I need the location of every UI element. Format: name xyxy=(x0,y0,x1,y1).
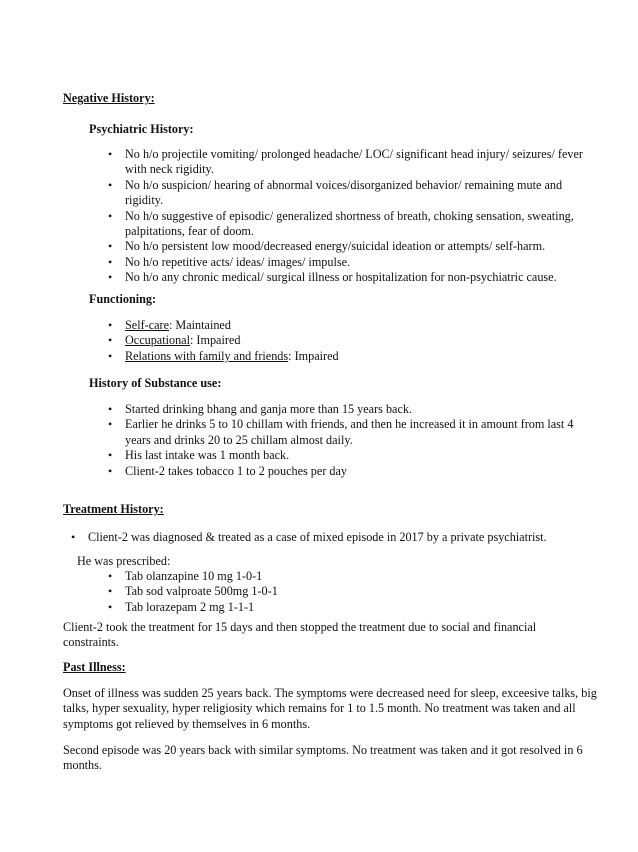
list-item xyxy=(108,348,600,364)
past-illness-paragraph-2: Second episode was 20 years back with similar symptoms. No treatment was taken and it got resolved in 6 months. xyxy=(63,743,583,773)
prescription-list xyxy=(108,569,595,615)
list-item-text: Started drinking bhang and ganja more than 15 years back. xyxy=(125,402,412,416)
list-item xyxy=(108,177,600,209)
treatment-history-heading: Treatment History: xyxy=(63,502,164,516)
list-item-text: Client-2 was diagnosed & treated as a case of mixed episode in 2017 by a private psychiatrist. xyxy=(88,530,547,544)
functioning-list xyxy=(108,318,600,364)
list-item-text: No h/o suspicion/ hearing of abnormal voices/disorganized behavior/ remaining mute and rigidity. xyxy=(125,177,563,208)
list-item xyxy=(108,270,600,285)
list-item xyxy=(108,417,600,448)
bullet-icon: • xyxy=(108,402,113,416)
list-item-text: Tab olanzapine 10 mg 1-0-1 xyxy=(125,569,263,583)
functioning-value: : Impaired xyxy=(189,333,241,348)
functioning-label: Self-care xyxy=(125,318,169,332)
psychiatric-history-list xyxy=(108,147,600,286)
list-item-text: Client-2 takes tobacco 1 to 2 pouches per day xyxy=(125,463,348,478)
bullet-icon: • xyxy=(108,599,113,614)
bullet-icon: • xyxy=(108,569,113,583)
bullet-icon: • xyxy=(108,177,113,192)
list-item-text: Tab lorazepam 2 mg 1-1-1 xyxy=(125,599,255,614)
substance-use-list xyxy=(108,402,600,479)
bullet-icon: • xyxy=(108,417,113,432)
bullet-icon: • xyxy=(108,147,113,161)
bullet-icon: • xyxy=(108,348,113,363)
prescribed-intro: He was prescribed: xyxy=(77,554,171,568)
bullet-icon: • xyxy=(108,239,113,254)
list-item xyxy=(108,448,600,463)
functioning-value: : Impaired xyxy=(288,348,339,363)
functioning-label: Relations with family and friends xyxy=(125,348,289,363)
list-item xyxy=(108,569,595,584)
list-item xyxy=(108,402,600,417)
bullet-icon: • xyxy=(108,208,113,223)
list-item xyxy=(108,584,595,599)
functioning-subheading: Functioning: xyxy=(89,292,157,306)
list-item xyxy=(108,208,600,240)
psychiatric-history-subheading: Psychiatric History: xyxy=(89,122,194,136)
list-item-text: His last intake was 1 month back. xyxy=(125,448,290,463)
past-illness-heading: Past Illness: xyxy=(63,660,126,674)
list-item-text: No h/o repetitive acts/ ideas/ images/ impulse. xyxy=(125,254,351,269)
list-item-text: No h/o suggestive of episodic/ generalized shortness of breath, choking sensation, sweating, palpitations, fear of doom. xyxy=(125,208,574,239)
list-item xyxy=(108,147,600,178)
bullet-icon: • xyxy=(108,318,113,332)
functioning-value: : Maintained xyxy=(168,318,231,332)
bullet-icon: • xyxy=(108,254,113,269)
list-item-text: Earlier he drinks 5 to 10 chillam with friends, and then he increased it in amount from last 4 years and drinks 20 to 25 chillam almost daily. xyxy=(125,417,574,447)
list-item xyxy=(108,333,600,348)
treatment-diagnosis-list xyxy=(71,530,608,545)
negative-history-heading: Negative History: xyxy=(63,91,155,105)
list-item xyxy=(108,254,600,270)
bullet-icon: • xyxy=(108,333,113,348)
bullet-icon: • xyxy=(71,530,76,544)
bullet-icon: • xyxy=(108,584,113,599)
past-illness-paragraph-1: Onset of illness was sudden 25 years back. The symptoms were decreased need for sleep, exceesive talks, big talks, hyper sexuality, hyper religiosity which remains for 1 to 1.5 month. No treatment was taken and all symptoms got relieved by themselves in 6 months. xyxy=(63,686,597,731)
list-item xyxy=(71,530,608,545)
list-item-text: No h/o persistent low mood/decreased energy/suicidal ideation or attempts/ self-harm. xyxy=(125,239,546,254)
treatment-outcome-paragraph: Client-2 took the treatment for 15 days and then stopped the treatment due to social and financial constraints. xyxy=(63,620,537,650)
list-item-text: Tab sod valproate 500mg 1-0-1 xyxy=(125,584,278,599)
functioning-label: Occupational xyxy=(125,333,190,348)
list-item xyxy=(108,463,600,479)
list-item xyxy=(108,599,595,615)
bullet-icon: • xyxy=(108,270,113,285)
list-item-text: No h/o projectile vomiting/ prolonged headache/ LOC/ significant head injury/ seizures/ fever with neck rigidity. xyxy=(125,147,583,177)
list-item xyxy=(108,318,600,333)
bullet-icon: • xyxy=(108,463,113,478)
list-item xyxy=(108,239,600,254)
substance-use-subheading: History of Substance use: xyxy=(89,376,222,390)
bullet-icon: • xyxy=(108,448,113,463)
list-item-text: No h/o any chronic medical/ surgical illness or hospitalization for non-psychiatric cause. xyxy=(125,270,557,285)
